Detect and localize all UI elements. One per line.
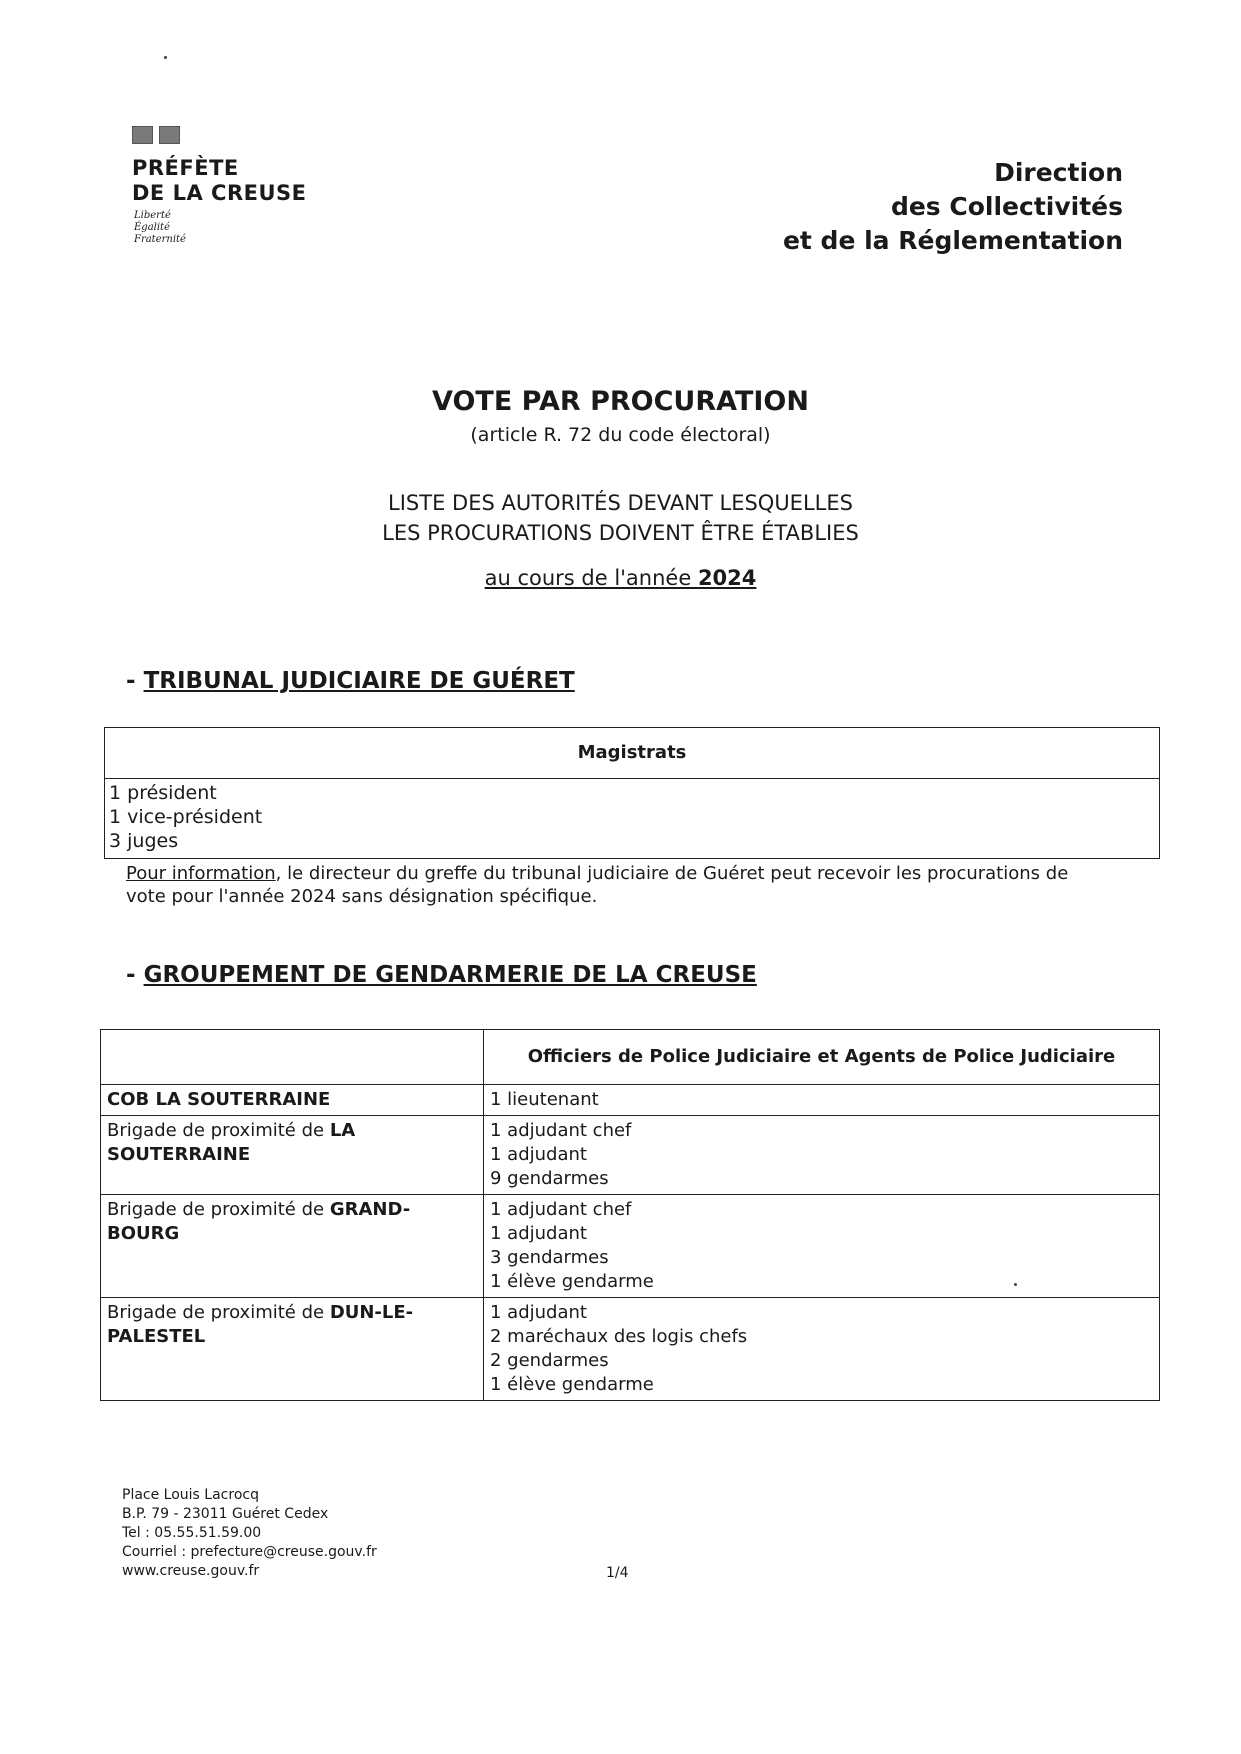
- republic-motto: Liberté Égalité Fraternité: [134, 210, 186, 245]
- table-row: [101, 1298, 1160, 1401]
- list-item: 1 vice-président: [109, 806, 263, 828]
- staff-cell: 1 lieutenant: [484, 1085, 1160, 1116]
- magistrats-list: [105, 779, 1159, 855]
- unit-cell: Brigade de proximité de DUN-LE-PALESTEL: [101, 1298, 484, 1401]
- marianne-icon: [132, 126, 153, 144]
- scan-speck: [164, 56, 167, 59]
- list-item: 3 juges: [109, 830, 179, 852]
- gendarmerie-table: [100, 1029, 1160, 1401]
- page-subtitle: (article R. 72 du code électoral): [470, 424, 771, 446]
- direction-title: Direction des Collectivités et de la Réglementation: [782, 158, 1123, 255]
- prefecture-name: PRÉFÈTE DE LA CREUSE: [132, 156, 307, 205]
- staff-cell: 1 adjudant chef 1 adjudant 9 gendarmes: [484, 1116, 1160, 1195]
- list-item: 1 président: [109, 782, 217, 804]
- table-header-row: [101, 1030, 1160, 1085]
- footer-address: Place Louis Lacrocq B.P. 79 - 23011 Guéret Cedex Tel : 05.55.51.59.00 Courriel : prefecture@creuse.gouv.fr www.creuse.gouv.fr: [122, 1487, 377, 1579]
- officers-header: Officiers de Police Judiciaire et Agents de Police Judiciaire: [484, 1030, 1160, 1085]
- empty-header-cell: [101, 1030, 484, 1085]
- unit-cell: Brigade de proximité de LA SOUTERRAINE: [101, 1116, 484, 1195]
- year-line: au cours de l'année 2024: [484, 566, 757, 590]
- magistrats-header: Magistrats: [105, 728, 1159, 779]
- unit-cell: COB LA SOUTERRAINE: [101, 1085, 484, 1116]
- magistrats-table: [104, 727, 1160, 859]
- table-row: [101, 1085, 1160, 1116]
- scan-speck: [1014, 1283, 1017, 1286]
- section-gendarmerie-heading: - GROUPEMENT DE GENDARMERIE DE LA CREUSE: [126, 962, 757, 988]
- authorities-heading: LISTE DES AUTORITÉS DEVANT LESQUELLES LES PROCURATIONS DOIVENT ÊTRE ÉTABLIES: [382, 491, 859, 545]
- unit-cell: Brigade de proximité de GRAND-BOURG: [101, 1195, 484, 1298]
- table-row: [101, 1116, 1160, 1195]
- republic-logo: [132, 126, 186, 148]
- staff-cell: 1 adjudant 2 maréchaux des logis chefs 2 gendarmes 1 élève gendarme: [484, 1298, 1160, 1401]
- page-number: 1/4: [606, 1565, 629, 1581]
- staff-cell: 1 adjudant chef 1 adjudant 3 gendarmes 1 élève gendarme: [484, 1195, 1160, 1298]
- info-note: Pour information, le directeur du greffe du tribunal judiciaire de Guéret peut recevoir les procurations de vote pour l'année 2024 sans désignation spécifique.: [126, 863, 1069, 907]
- flag-icon: [159, 126, 180, 144]
- section-tribunal-heading: - TRIBUNAL JUDICIAIRE DE GUÉRET: [126, 668, 575, 694]
- page-title: VOTE PAR PROCURATION: [432, 386, 809, 417]
- table-row: [101, 1195, 1160, 1298]
